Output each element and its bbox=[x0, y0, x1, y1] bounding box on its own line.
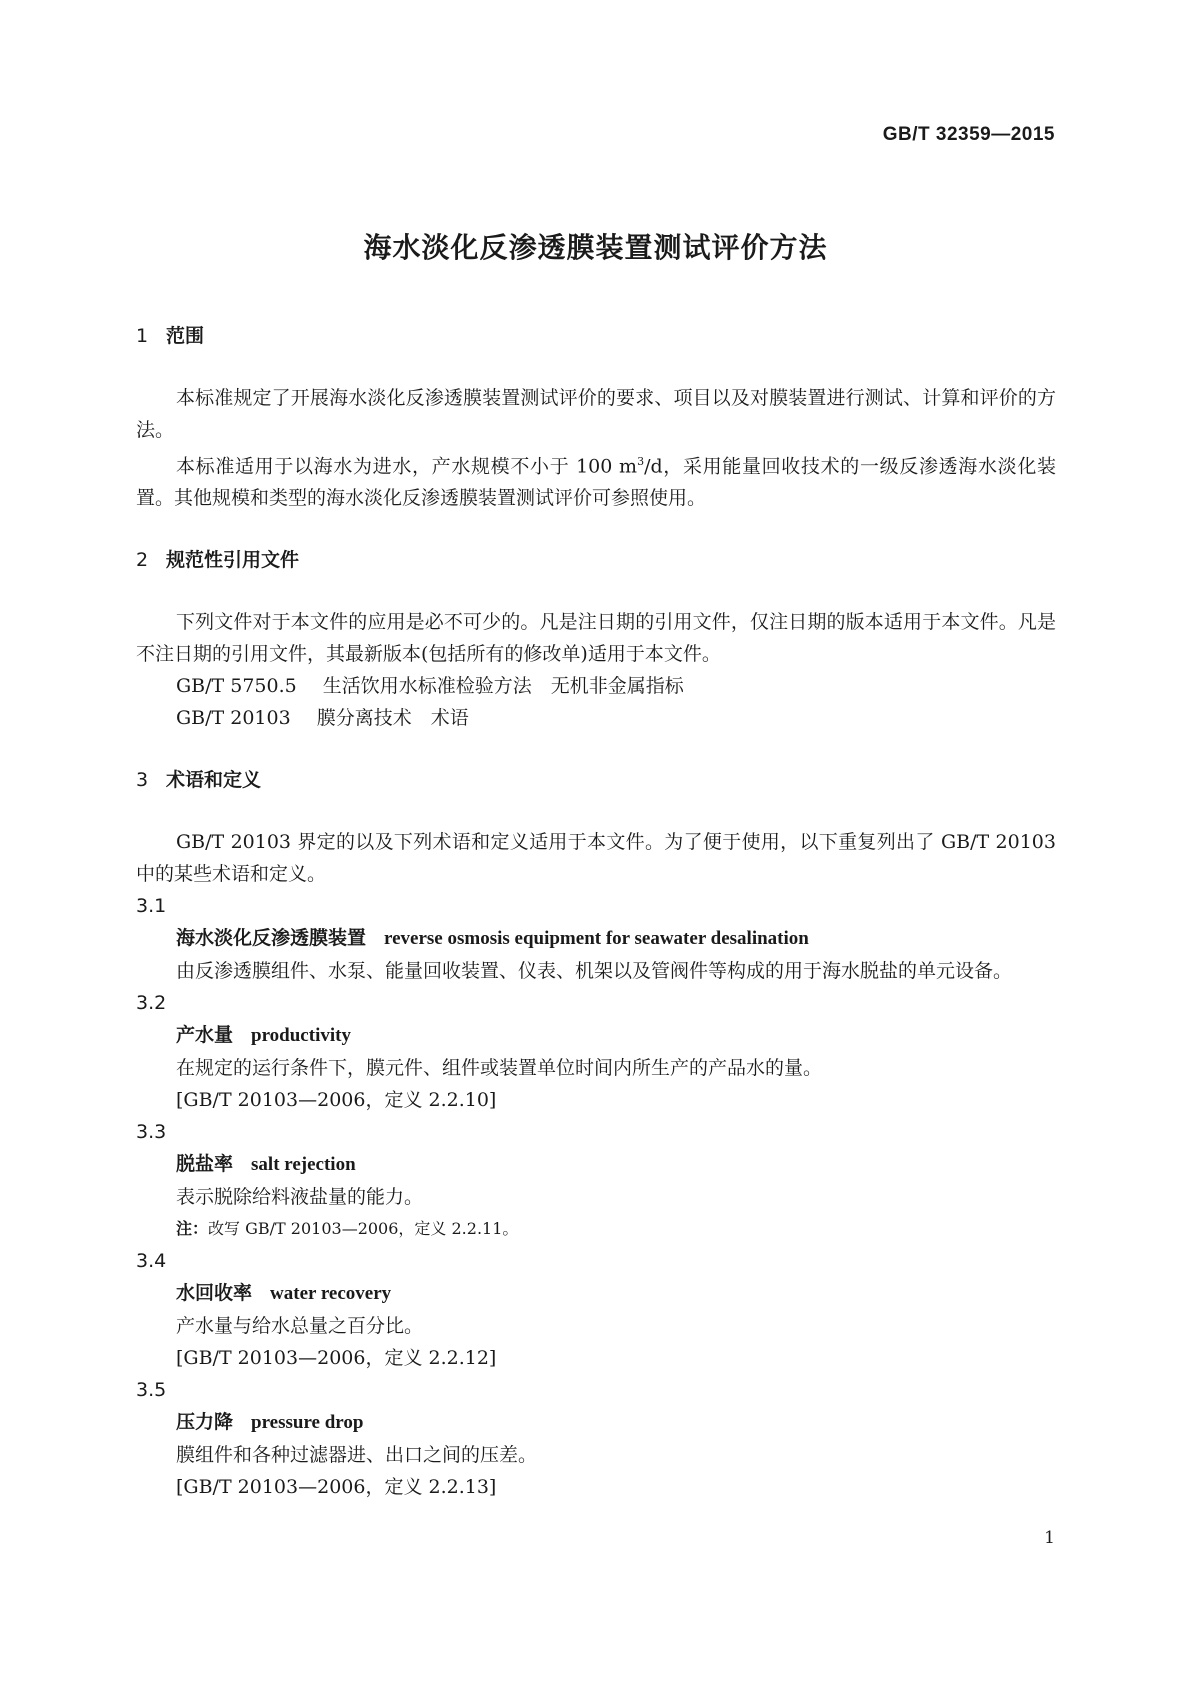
paragraph bbox=[136, 446, 1056, 514]
paragraph: 本标准规定了开展海水淡化反渗透膜装置测试评价的要求、项目以及对膜装置进行测试、计算和评价的方法。 bbox=[136, 387, 1056, 441]
section-number: 1 bbox=[136, 325, 149, 347]
term-number: 3.1 bbox=[136, 895, 167, 918]
term-source: [GB/T 20103—2006，定义 2.2.12] bbox=[176, 1347, 497, 1370]
term-number: 3.2 bbox=[136, 992, 167, 1015]
term-heading bbox=[136, 1406, 1056, 1439]
term-heading bbox=[136, 922, 1056, 955]
section-title: 规范性引用文件 bbox=[166, 549, 300, 572]
term-definition: 表示脱除给料液盐量的能力。 bbox=[176, 1186, 424, 1209]
document-title: 海水淡化反渗透膜装置测试评价方法 bbox=[363, 231, 828, 264]
term-number: 3.5 bbox=[136, 1379, 167, 1402]
reference-item bbox=[136, 702, 1056, 734]
reference-item bbox=[136, 670, 1056, 702]
term-source: [GB/T 20103—2006，定义 2.2.10] bbox=[176, 1089, 497, 1112]
text-run: 本标准适用于以海水为进水，产水规模不小于 100 m bbox=[176, 455, 638, 478]
text-run: /d，采用能量回收技术的一级反渗透海水淡化装置。其他规模和类型的海水淡化反渗透膜装置测试评价可参照使用。 bbox=[136, 455, 1056, 510]
term-number: 3.3 bbox=[136, 1121, 167, 1144]
reference-code: GB/T 20103 bbox=[176, 707, 291, 730]
term-english: water recovery bbox=[270, 1283, 392, 1305]
reference-title: 膜分离技术 术语 bbox=[316, 707, 469, 730]
term-chinese: 压力降 bbox=[176, 1411, 234, 1434]
standard-code: GB/T 32359—2015 bbox=[882, 124, 1055, 145]
note-label: 注： bbox=[176, 1219, 209, 1239]
term-chinese: 水回收率 bbox=[176, 1282, 253, 1305]
superscript: 3 bbox=[637, 455, 645, 468]
term-definition: 产水量与给水总量之百分比。 bbox=[176, 1315, 424, 1338]
paragraph: 下列文件对于本文件的应用是必不可少的。凡是注日期的引用文件，仅注日期的版本适用于本文件。凡是不注日期的引用文件，其最新版本(包括所有的修改单)适用于本文件。 bbox=[136, 611, 1056, 666]
term-english: productivity bbox=[251, 1025, 351, 1047]
term-english: reverse osmosis equipment for seawater desalination bbox=[384, 928, 809, 950]
section-number: 2 bbox=[136, 549, 149, 572]
term-note bbox=[136, 1213, 1056, 1245]
reference-code: GB/T 5750.5 bbox=[176, 675, 297, 698]
section-number: 3 bbox=[136, 769, 149, 792]
term-chinese: 产水量 bbox=[176, 1024, 234, 1047]
page-number: 1 bbox=[1044, 1528, 1055, 1548]
term-definition: 在规定的运行条件下，膜元件、组件或装置单位时间内所生产的产品水的量。 bbox=[176, 1057, 823, 1080]
term-source: [GB/T 20103—2006，定义 2.2.13] bbox=[176, 1476, 497, 1499]
term-heading bbox=[136, 1277, 1056, 1310]
term-number: 3.4 bbox=[136, 1250, 167, 1273]
term-english: salt rejection bbox=[251, 1154, 356, 1176]
section-heading-terms-definitions bbox=[136, 764, 1056, 796]
term-heading bbox=[136, 1148, 1056, 1181]
section-title: 范围 bbox=[166, 325, 205, 347]
term-english: pressure drop bbox=[251, 1412, 364, 1434]
section-heading-scope bbox=[136, 320, 1056, 352]
note-text: 改写 GB/T 20103—2006，定义 2.2.11。 bbox=[208, 1219, 519, 1239]
section-title: 术语和定义 bbox=[166, 769, 262, 792]
document-body bbox=[136, 320, 1056, 1503]
term-heading bbox=[136, 1019, 1056, 1052]
reference-title: 生活饮用水标准检验方法 无机非金属指标 bbox=[322, 675, 684, 698]
term-chinese: 海水淡化反渗透膜装置 bbox=[176, 927, 367, 950]
term-chinese: 脱盐率 bbox=[176, 1153, 234, 1176]
section-heading-normative-references bbox=[136, 544, 1056, 576]
term-definition: 由反渗透膜组件、水泵、能量回收装置、仪表、机架以及管阀件等构成的用于海水脱盐的单元设备。 bbox=[176, 960, 1013, 983]
term-definition: 膜组件和各种过滤器进、出口之间的压差。 bbox=[176, 1444, 538, 1467]
paragraph: GB/T 20103 界定的以及下列术语和定义适用于本文件。为了便于使用，以下重复列出了 GB/T 20103 中的某些术语和定义。 bbox=[136, 831, 1056, 886]
